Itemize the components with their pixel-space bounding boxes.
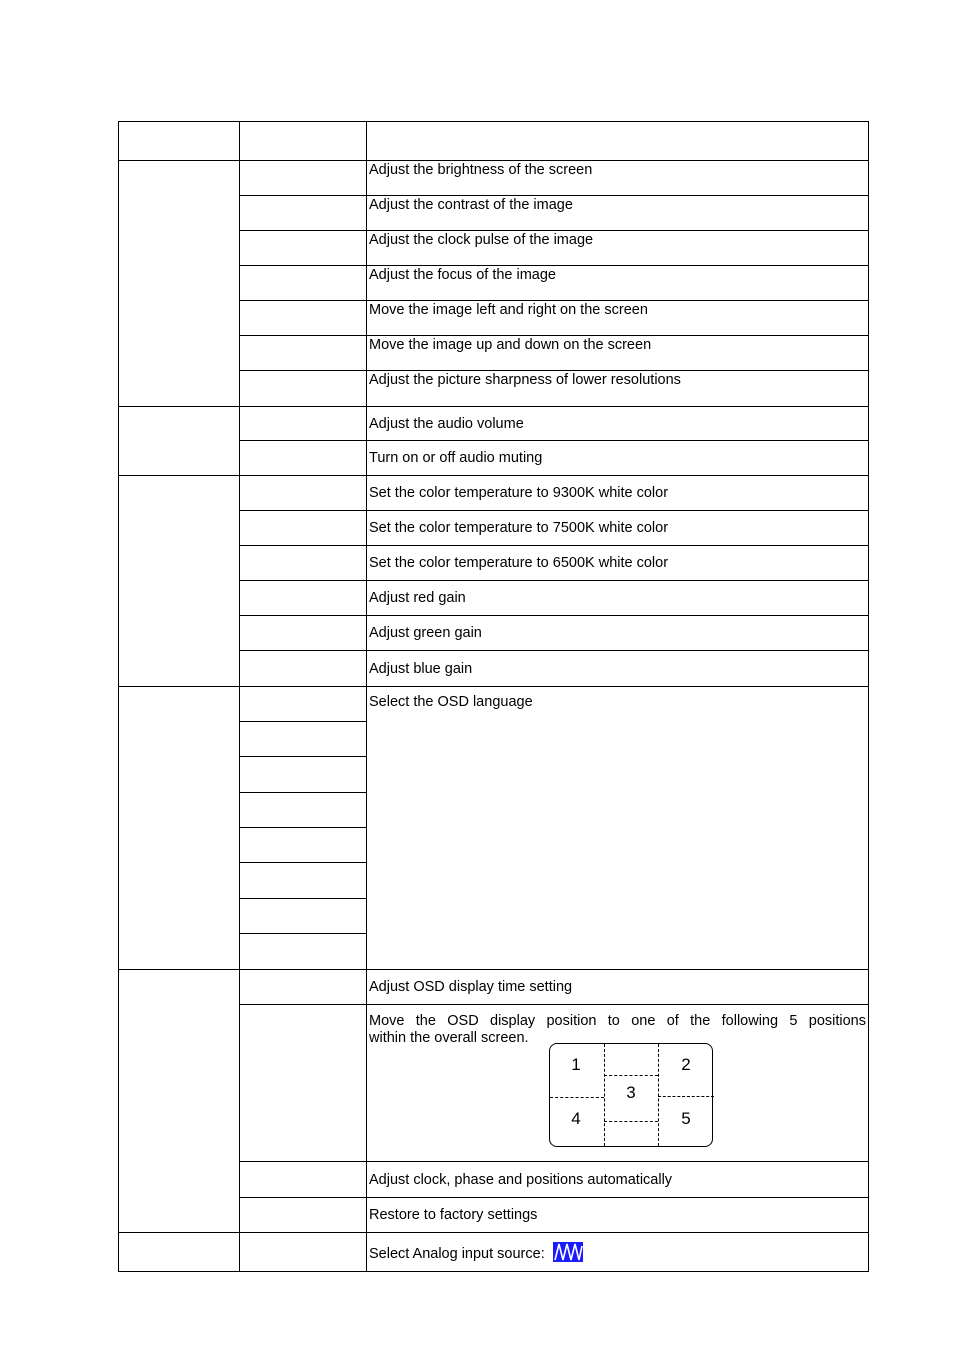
source-text: Select Analog input source: [369, 1246, 545, 1262]
position-label-4: 4 [571, 1109, 581, 1128]
item-cell [240, 970, 367, 1005]
item-cell [240, 476, 367, 511]
item-cell [240, 511, 367, 546]
description-contrast: Adjust the contrast of the image [367, 196, 869, 231]
description-v-position: Move the image up and down on the screen [367, 336, 869, 371]
description-auto-adjust: Adjust clock, phase and positions automatically [367, 1162, 869, 1198]
description-red-gain: Adjust red gain [367, 581, 869, 616]
description-focus: Adjust the focus of the image [367, 266, 869, 301]
header-cell-item [240, 122, 367, 161]
description-osd-time: Adjust OSD display time setting [367, 970, 869, 1005]
table-row [119, 476, 869, 511]
language-item-cell [240, 863, 367, 899]
item-cell [240, 301, 367, 336]
position-label-3: 3 [626, 1083, 636, 1102]
language-item-cell [240, 828, 367, 863]
item-cell [240, 1233, 367, 1272]
diagram-divider [604, 1075, 658, 1076]
description-clock: Adjust the clock pulse of the image [367, 231, 869, 266]
description-green-gain: Adjust green gain [367, 616, 869, 651]
table-row [119, 970, 869, 1005]
position-label-1: 1 [571, 1055, 581, 1074]
item-cell [240, 336, 367, 371]
header-cell-description [367, 122, 869, 161]
description-volume: Adjust the audio volume [367, 407, 869, 441]
position-label-2: 2 [681, 1055, 691, 1074]
language-item-cell [240, 934, 367, 970]
language-item-cell [240, 793, 367, 828]
item-cell [240, 1162, 367, 1198]
description-blue-gain: Adjust blue gain [367, 651, 869, 687]
item-cell [240, 441, 367, 476]
description-reset: Restore to factory settings [367, 1198, 869, 1233]
diagram-divider [604, 1121, 658, 1122]
item-cell [240, 266, 367, 301]
item-cell [240, 1005, 367, 1162]
item-cell [240, 1198, 367, 1233]
description-9300k: Set the color temperature to 9300K white color [367, 476, 869, 511]
group-cell-source [119, 1233, 240, 1272]
table-row [119, 161, 869, 196]
osd-position-text-line2: within the overall screen. [369, 1030, 529, 1046]
group-cell-audio [119, 407, 240, 476]
description-brightness: Adjust the brightness of the screen [367, 161, 869, 196]
language-item-cell [240, 757, 367, 793]
description-h-position: Move the image left and right on the screen [367, 301, 869, 336]
diagram-divider [550, 1097, 604, 1098]
group-cell-color [119, 476, 240, 687]
item-cell [240, 651, 367, 687]
language-item-cell [240, 722, 367, 757]
group-cell-language [119, 687, 240, 970]
analog-source-icon [553, 1242, 583, 1262]
description-osd-position [367, 1005, 869, 1162]
header-cell-menu [119, 122, 240, 161]
description-7500k: Set the color temperature to 7500K white color [367, 511, 869, 546]
item-cell [240, 581, 367, 616]
table-header-row [119, 122, 869, 161]
description-sharpness: Adjust the picture sharpness of lower resolutions [367, 371, 869, 407]
description-mute: Turn on or off audio muting [367, 441, 869, 476]
item-cell [240, 546, 367, 581]
description-source [367, 1233, 869, 1272]
osd-menu-table [118, 121, 869, 1272]
diagram-divider [658, 1096, 714, 1097]
table-row [119, 1233, 869, 1272]
language-item-cell [240, 899, 367, 934]
item-cell [240, 407, 367, 441]
language-item-cell [240, 687, 367, 722]
description-language: Select the OSD language [367, 687, 869, 970]
item-cell [240, 616, 367, 651]
osd-position-text-line1: Move the OSD display position to one of the following 5 positions [369, 1013, 866, 1029]
table-row [119, 687, 869, 722]
item-cell [240, 196, 367, 231]
diagram-divider [658, 1044, 659, 1146]
table-row [119, 407, 869, 441]
group-cell-picture [119, 161, 240, 407]
description-6500k: Set the color temperature to 6500K white color [367, 546, 869, 581]
position-label-5: 5 [681, 1109, 691, 1128]
osd-position-diagram [549, 1043, 713, 1147]
item-cell [240, 161, 367, 196]
item-cell [240, 231, 367, 266]
group-cell-osd [119, 970, 240, 1233]
item-cell [240, 371, 367, 407]
diagram-divider [604, 1044, 605, 1146]
